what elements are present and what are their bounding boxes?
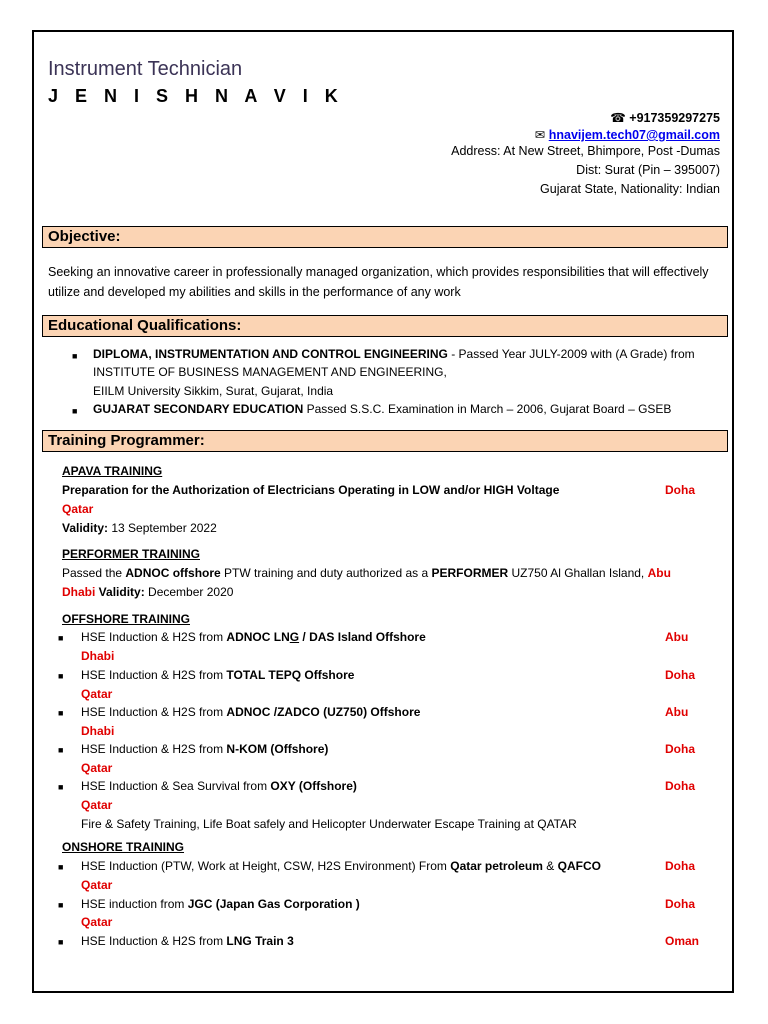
job-title: Instrument Technician xyxy=(48,58,243,80)
onshore-item-text: HSE induction from xyxy=(81,897,188,911)
offshore-item-location-2: Qatar xyxy=(81,798,113,812)
offshore-item-text: HSE Induction & H2S from xyxy=(81,742,227,756)
onshore-item-location-2: Qatar xyxy=(81,915,113,929)
performer-description xyxy=(62,566,671,580)
performer-text-2: PTW training and duty authorized as a xyxy=(220,566,432,580)
bullet-icon: ■ xyxy=(58,708,64,718)
onshore-item-text: HSE Induction (PTW, Work at Height, CSW, H2S Environment) From xyxy=(81,859,451,873)
offshore-title: OFFSHORE TRAINING xyxy=(62,612,190,626)
address-line-2: Dist: Surat (Pin – 395007) xyxy=(576,163,720,177)
performer-title: PERFORMER TRAINING xyxy=(62,547,200,561)
email-row xyxy=(535,127,720,142)
education-diploma-detail: - Passed Year JULY-2009 with (A Grade) from xyxy=(447,347,695,361)
performer-line-2 xyxy=(62,585,233,599)
bullet-icon: ■ xyxy=(72,351,78,361)
apava-validity xyxy=(62,521,217,535)
offshore-item-bold: OXY (Offshore) xyxy=(270,779,357,793)
performer-bold-2: PERFORMER xyxy=(431,566,509,580)
offshore-extra-training: Fire & Safety Training, Life Boat safely and Helicopter Underwater Escape Training at QATAR xyxy=(81,817,577,831)
offshore-item-bold-2: / DAS Island Offshore xyxy=(299,630,426,644)
phone-number: +917359297275 xyxy=(629,111,720,125)
email-link[interactable]: hnavijem.tech07@gmail.com xyxy=(548,128,720,142)
onshore-item-text: HSE Induction & H2S from xyxy=(81,934,227,948)
education-item-ssc xyxy=(93,402,671,416)
address-line-3: Gujarat State, Nationality: Indian xyxy=(540,182,720,196)
performer-bold-1: ADNOC offshore xyxy=(125,566,221,580)
onshore-item-location-2: Qatar xyxy=(81,878,113,892)
performer-location-1: Abu xyxy=(647,566,671,580)
performer-validity-date: December 2020 xyxy=(144,585,234,599)
address-line-1: Address: At New Street, Bhimpore, Post -Dumas xyxy=(451,144,720,158)
bullet-icon: ■ xyxy=(58,782,64,792)
bullet-icon: ■ xyxy=(58,900,64,910)
offshore-item-text: HSE Induction & H2S from xyxy=(81,668,227,682)
offshore-item-bold: N-KOM (Offshore) xyxy=(226,742,329,756)
offshore-item-bold: ADNOC /ZADCO (UZ750) Offshore xyxy=(226,705,421,719)
performer-text-3: UZ750 Al Ghallan Island, xyxy=(508,566,648,580)
objective-text: Seeking an innovative career in professionally managed organization, which provides responsibilities that will effectively utilize and developed my abilities and skills in the performance of any work xyxy=(48,265,709,299)
onshore-title: ONSHORE TRAINING xyxy=(62,840,185,854)
bullet-icon: ■ xyxy=(58,671,64,681)
envelope-icon: ✉ xyxy=(534,128,546,142)
education-heading: Educational Qualifications: xyxy=(42,315,728,337)
onshore-item-bold: JGC (Japan Gas Corporation ) xyxy=(187,897,360,911)
offshore-item-location-1: Abu xyxy=(665,630,689,644)
onshore-item xyxy=(81,859,601,873)
onshore-item-bold: Qatar petroleum xyxy=(450,859,543,873)
onshore-item-bold-2: QAFCO xyxy=(557,859,601,873)
objective-heading: Objective: xyxy=(42,226,728,248)
education-ssc-detail: Passed S.S.C. Examination in March – 2006, Gujarat Board – GSEB xyxy=(303,402,672,416)
performer-location-2: Dhabi xyxy=(62,585,96,599)
apava-title: APAVA TRAINING xyxy=(62,464,163,478)
onshore-item-bold: LNG Train 3 xyxy=(226,934,294,948)
offshore-item-location-1: Doha xyxy=(665,779,695,793)
onshore-item xyxy=(81,897,360,911)
offshore-item xyxy=(81,668,354,682)
onshore-item xyxy=(81,934,294,948)
training-heading: Training Programmer: xyxy=(42,430,728,452)
apava-validity-label: Validity: xyxy=(62,521,109,535)
education-diploma-title: DIPLOMA, INSTRUMENTATION AND CONTROL ENGINEERING xyxy=(93,347,448,361)
offshore-item-text: HSE Induction & H2S from xyxy=(81,705,227,719)
offshore-item xyxy=(81,742,328,756)
onshore-item-location-1: Doha xyxy=(665,897,695,911)
offshore-item-location-2: Qatar xyxy=(81,687,113,701)
bullet-icon: ■ xyxy=(58,937,64,947)
phone-row xyxy=(610,110,720,125)
offshore-item-text: HSE Induction & H2S from xyxy=(81,630,227,644)
performer-validity-label: Validity: xyxy=(95,585,145,599)
bullet-icon: ■ xyxy=(58,745,64,755)
phone-icon: ☎ xyxy=(610,111,626,125)
offshore-item-location-1: Doha xyxy=(665,668,695,682)
resume-page xyxy=(32,30,734,993)
candidate-name: J E N I S H N A V I K xyxy=(48,86,344,106)
offshore-item-bold-underlined: G xyxy=(289,630,300,644)
education-diploma-institute: INSTITUTE OF BUSINESS MANAGEMENT AND ENGINEERING, xyxy=(93,365,447,379)
onshore-item-connector: & xyxy=(542,859,558,873)
offshore-item xyxy=(81,705,420,719)
offshore-item xyxy=(81,779,357,793)
offshore-item-location-2: Dhabi xyxy=(81,724,115,738)
education-ssc-title: GUJARAT SECONDARY EDUCATION xyxy=(93,402,304,416)
offshore-item-bold: ADNOC LN xyxy=(226,630,290,644)
apava-validity-date: 13 September 2022 xyxy=(108,521,217,535)
apava-location-city: Doha xyxy=(665,483,695,497)
onshore-item-location-1: Oman xyxy=(665,934,700,948)
bullet-icon: ■ xyxy=(58,862,64,872)
offshore-item-location-1: Abu xyxy=(665,705,689,719)
onshore-item-location-1: Doha xyxy=(665,859,695,873)
offshore-item xyxy=(81,630,426,644)
offshore-item-location-1: Doha xyxy=(665,742,695,756)
offshore-item-text: HSE Induction & Sea Survival from xyxy=(81,779,271,793)
offshore-item-location-2: Dhabi xyxy=(81,649,115,663)
education-diploma-university: EIILM University Sikkim, Surat, Gujarat, India xyxy=(93,384,334,398)
performer-text-1: Passed the xyxy=(62,566,126,580)
apava-description: Preparation for the Authorization of Electricians Operating in LOW and/or HIGH Voltage xyxy=(62,483,560,497)
education-item-diploma xyxy=(93,347,695,361)
offshore-item-location-2: Qatar xyxy=(81,761,113,775)
offshore-item-bold: TOTAL TEPQ Offshore xyxy=(226,668,355,682)
bullet-icon: ■ xyxy=(58,633,64,643)
apava-location-country: Qatar xyxy=(62,502,94,516)
bullet-icon: ■ xyxy=(72,406,78,416)
